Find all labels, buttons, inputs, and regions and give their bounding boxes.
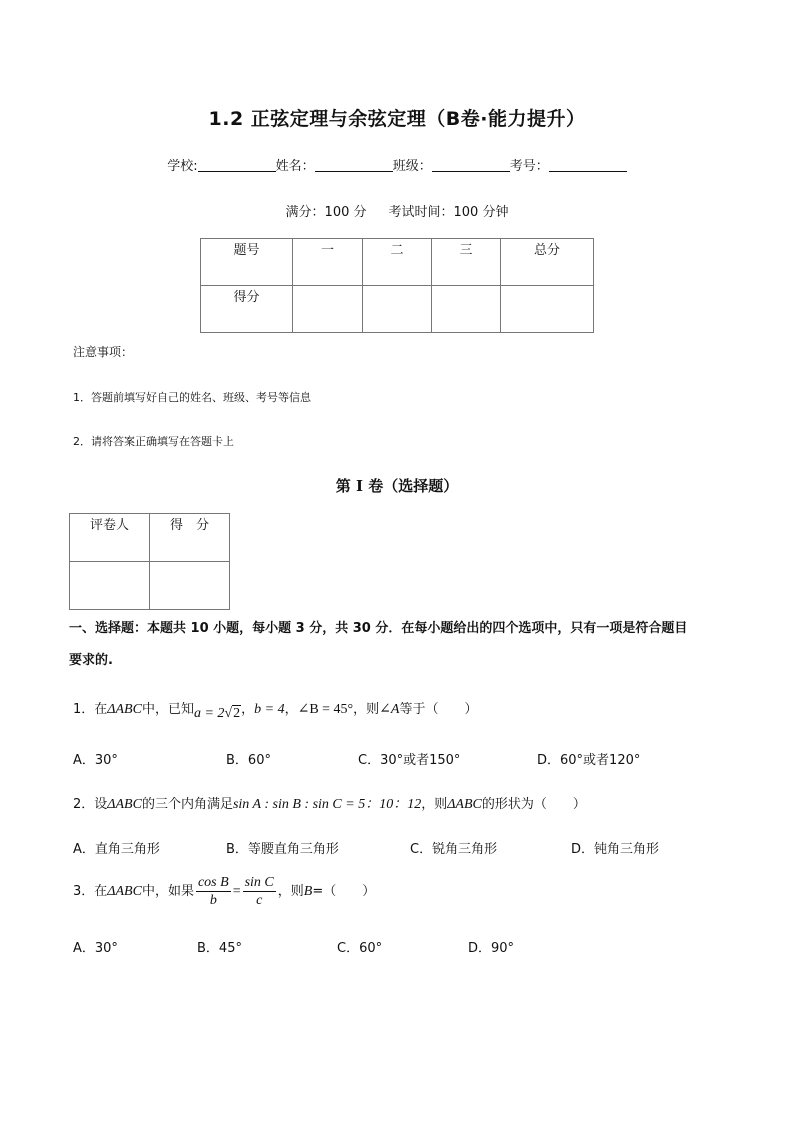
score-table-header: 二 bbox=[363, 239, 432, 286]
q3-text: ，则 bbox=[277, 884, 304, 899]
grader-table-row bbox=[70, 562, 230, 610]
q3-denominator: b bbox=[209, 893, 217, 908]
question-1: 1．在ΔABC中，已知a = 2√2，b = 4，∠B = 45°，则∠A等于（ ） bbox=[73, 702, 478, 721]
score-cell[interactable] bbox=[432, 286, 501, 333]
student-info-line bbox=[0, 155, 794, 174]
q1-number: 1．在 bbox=[73, 702, 108, 717]
q2-option-c[interactable]: C．锐角三角形 bbox=[410, 842, 498, 857]
q1-sqrt: 2 bbox=[233, 706, 241, 721]
part1-instructions: 一、选择题：本题共 10 小题，每小题 3 分，共 30 分．在每小题给出的四个选项中，只有一项是符合题目 bbox=[69, 621, 688, 636]
q2-text: ，则 bbox=[421, 797, 448, 812]
grader-score-cell[interactable] bbox=[150, 562, 230, 610]
grader-table bbox=[69, 513, 230, 610]
q3-option-a[interactable]: A．30° bbox=[73, 941, 118, 956]
q1-option-d[interactable]: D．60°或者120° bbox=[537, 753, 641, 768]
question-2 bbox=[73, 793, 586, 813]
score-table-header: 总分 bbox=[501, 239, 594, 286]
grader-score-label: 得 分 bbox=[150, 514, 230, 562]
q1-text: ，则 bbox=[353, 702, 380, 717]
note-item: 1．答题前填写好自己的姓名、班级、考号等信息 bbox=[73, 391, 311, 404]
q1-option-a[interactable]: A．30° bbox=[73, 753, 118, 768]
q3-triangle: ΔABC bbox=[107, 884, 142, 899]
school-blank[interactable] bbox=[198, 157, 276, 172]
grader-label: 评卷人 bbox=[70, 514, 150, 562]
q1-text: 中，已知 bbox=[141, 702, 194, 717]
q2-ratio: sin A : sin B : sin C = 5：10：12 bbox=[232, 797, 422, 812]
score-cell[interactable] bbox=[501, 286, 594, 333]
q2-text: 的三个内角满足 bbox=[141, 797, 233, 812]
q2-option-a[interactable]: A．直角三角形 bbox=[73, 842, 160, 857]
exam-time: 考试时间：100 分钟 bbox=[388, 205, 509, 220]
q1-a-value: a = 2 bbox=[193, 706, 225, 721]
q1-option-b[interactable]: B．60° bbox=[226, 753, 271, 768]
score-table-header: 题号 bbox=[201, 239, 293, 286]
score-cell[interactable] bbox=[363, 286, 432, 333]
grader-table-header-row bbox=[70, 514, 230, 562]
q3-text: =（ ） bbox=[312, 884, 376, 899]
exam-meta bbox=[0, 201, 794, 220]
q3-equals: = bbox=[232, 884, 241, 899]
score-table bbox=[200, 238, 594, 333]
class-label: 班级： bbox=[392, 159, 432, 174]
name-blank[interactable] bbox=[315, 157, 393, 172]
page-title: 1.2 正弦定理与余弦定理（B卷·能力提升） bbox=[208, 108, 586, 130]
name-label: 姓名： bbox=[275, 159, 315, 174]
exam-no-label: 考号： bbox=[509, 159, 549, 174]
q3-option-d[interactable]: D．90° bbox=[468, 941, 515, 956]
class-blank[interactable] bbox=[432, 157, 510, 172]
note-item: 2．请将答案正确填写在答题卡上 bbox=[73, 435, 234, 448]
q3-number: 3．在 bbox=[73, 884, 108, 899]
q2-number: 2．设 bbox=[73, 797, 108, 812]
q3-fraction-left bbox=[196, 874, 231, 909]
q3-text: 中，如果 bbox=[141, 884, 194, 899]
q3-numerator: cos B bbox=[197, 875, 229, 890]
full-score: 满分：100 分 bbox=[285, 205, 367, 220]
question-3 bbox=[73, 874, 375, 909]
q1-sep: ， bbox=[241, 702, 255, 717]
school-label: 学校: bbox=[167, 159, 198, 174]
q3-fraction-right bbox=[243, 874, 276, 909]
q2-text: 的形状为（ ） bbox=[481, 797, 586, 812]
q1-sep: ， bbox=[284, 702, 298, 717]
q1-text: 等于（ ） bbox=[399, 702, 478, 717]
grader-cell[interactable] bbox=[70, 562, 150, 610]
q3-denominator: c bbox=[256, 893, 263, 908]
q1-angle-b: ∠B = 45° bbox=[297, 702, 354, 717]
score-table-score-row bbox=[201, 286, 594, 333]
q2-triangle: ΔABC bbox=[107, 797, 142, 812]
score-table-header-row bbox=[201, 239, 594, 286]
score-cell[interactable] bbox=[293, 286, 363, 333]
part1-instructions-cont: 要求的. bbox=[69, 653, 113, 668]
score-table-header: 一 bbox=[293, 239, 363, 286]
q2-triangle: ΔABC bbox=[447, 797, 482, 812]
q1-option-c[interactable]: C．30°或者150° bbox=[358, 753, 461, 768]
q3-numerator: sin C bbox=[244, 875, 274, 890]
q2-option-b[interactable]: B．等腰直角三角形 bbox=[226, 842, 339, 857]
q1-triangle: ΔABC bbox=[107, 702, 142, 717]
notes-heading: 注意事项： bbox=[73, 345, 134, 359]
score-table-header: 三 bbox=[432, 239, 501, 286]
q1-b-value: b = 4 bbox=[254, 702, 285, 717]
section-title: 第 I 卷（选择题） bbox=[335, 477, 459, 495]
q2-option-d[interactable]: D．钝角三角形 bbox=[571, 842, 660, 857]
score-row-label: 得分 bbox=[201, 286, 293, 333]
exam-no-blank[interactable] bbox=[549, 157, 627, 172]
q3-option-c[interactable]: C．60° bbox=[337, 941, 383, 956]
q3-variable: B bbox=[303, 884, 313, 899]
q1-angle-a: ∠A bbox=[379, 702, 400, 717]
q3-option-b[interactable]: B．45° bbox=[197, 941, 242, 956]
